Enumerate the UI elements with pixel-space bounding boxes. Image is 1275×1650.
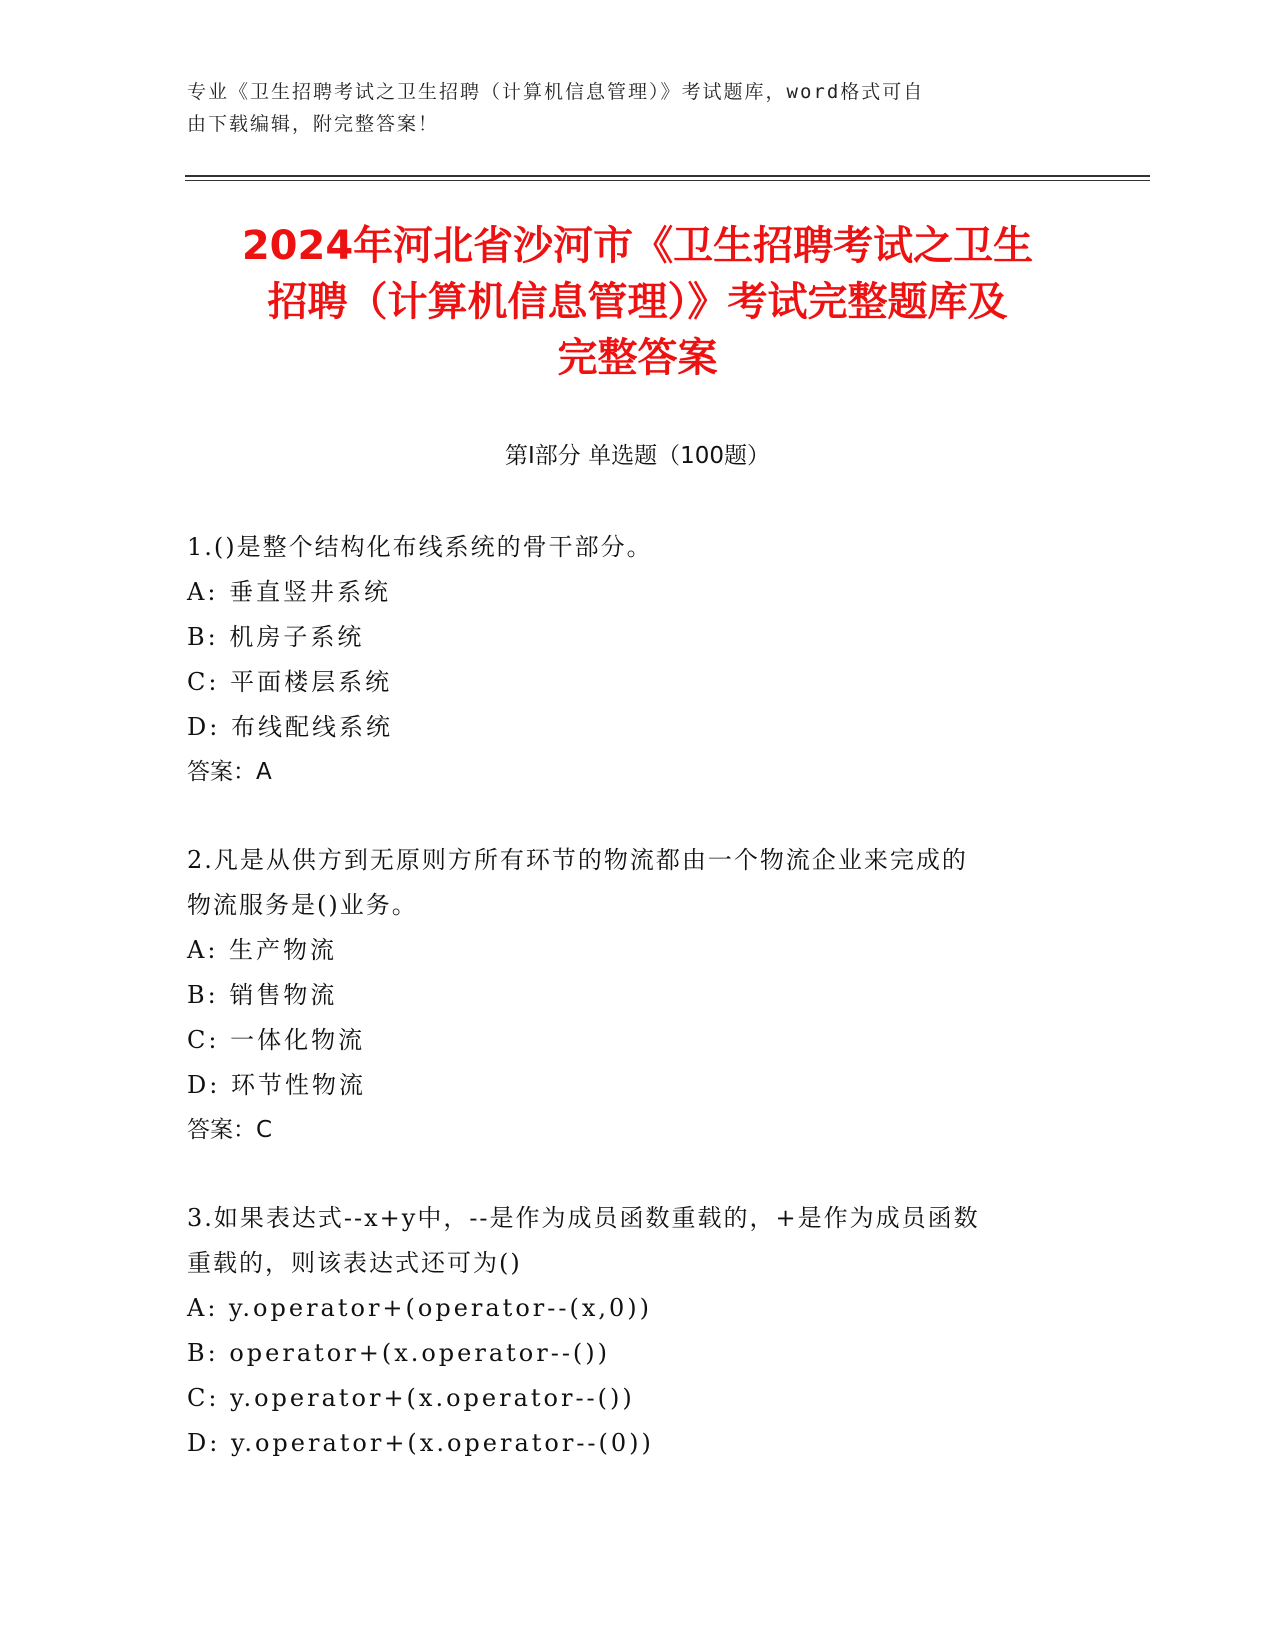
title-line-2: 招聘（计算机信息管理）》考试完整题库及: [267, 279, 1008, 325]
question-stem: 3.如果表达式--x+y中，--是作为成员函数重载的，+是作为成员函数: [187, 1204, 980, 1232]
question-stem-continued: 物流服务是()业务。: [187, 891, 418, 919]
title-line-1: 2024年河北省沙河市《卫生招聘考试之卫生: [241, 223, 1034, 269]
option-d: D: 环节性物流: [187, 1071, 366, 1099]
question-item: [187, 838, 1067, 1153]
intro-text: [187, 76, 1067, 140]
option-d: D: 布线配线系统: [187, 713, 393, 741]
option-a: A: 垂直竖井系统: [187, 578, 392, 606]
option-b: B: operator+(x.operator--()): [187, 1339, 611, 1367]
option-b: B: 销售物流: [187, 981, 338, 1009]
intro-line-1: 专业《卫生招聘考试之卫生招聘（计算机信息管理）》考试题库，word格式可自: [187, 81, 925, 103]
option-c: C: 一体化物流: [187, 1026, 366, 1054]
question-stem-continued: 重载的，则该表达式还可为(): [187, 1249, 522, 1277]
header-divider-thick: [185, 175, 1150, 177]
question-item: [187, 1196, 1067, 1466]
option-a: A: y.operator+(operator--(x,0)): [187, 1294, 652, 1322]
question-stem: 1.()是整个结构化布线系统的骨干部分。: [187, 533, 653, 561]
answer-line: 答案：C: [187, 1117, 273, 1143]
option-a: A: 生产物流: [187, 936, 338, 964]
intro-line-2: 由下载编辑，附完整答案！: [187, 113, 440, 135]
question-item: [187, 525, 1067, 795]
question-list: [187, 525, 1067, 1509]
section-heading: 第I部分 单选题（100题）: [505, 443, 770, 469]
answer-line: 答案：A: [187, 759, 272, 785]
header-divider-thin: [185, 180, 1150, 181]
option-c: C: 平面楼层系统: [187, 668, 393, 696]
document-title: [150, 218, 1125, 386]
option-c: C: y.operator+(x.operator--()): [187, 1384, 635, 1412]
option-b: B: 机房子系统: [187, 623, 365, 651]
question-stem: 2.凡是从供方到无原则方所有环节的物流都由一个物流企业来完成的: [187, 846, 968, 874]
option-d: D: y.operator+(x.operator--(0)): [187, 1429, 654, 1457]
title-line-3: 完整答案: [557, 335, 718, 381]
